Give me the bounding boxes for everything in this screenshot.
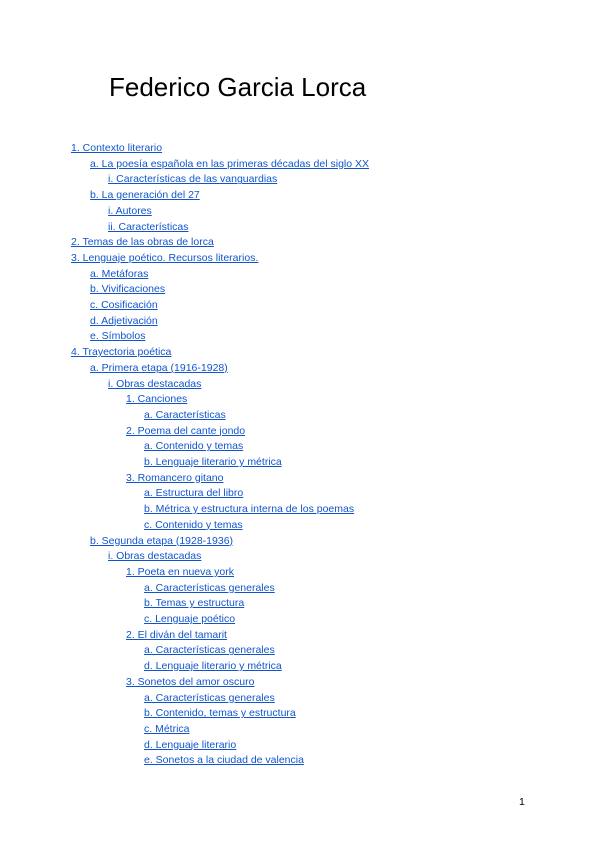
toc-entry-level-4[interactable]: c. Lenguaje poético (144, 613, 236, 625)
toc-entry-level-3[interactable]: 3. Romancero gitano (126, 471, 224, 484)
toc-entry-level-1[interactable]: b. La generación del 27 (90, 189, 200, 202)
document-title: Federico Garcia Lorca (109, 72, 367, 102)
page-number: 1 (519, 796, 525, 808)
toc-entry-level-4[interactable]: a. Contenido y temas (144, 440, 244, 453)
toc-entry-level-4[interactable]: a. Características generales (144, 644, 275, 657)
toc-entry-level-4[interactable]: a. Estructura del libro (144, 487, 244, 500)
toc-entry-level-0[interactable]: 4. Trayectoria poética (71, 346, 172, 359)
toc-entry-level-1[interactable]: a. Metáforas (90, 267, 149, 280)
toc-entry-level-2[interactable]: i. Características de las vanguardias (108, 173, 278, 186)
toc-entry-level-1[interactable]: b. Segunda etapa (1928-1936) (90, 534, 234, 547)
toc-entry-level-4[interactable]: a. Características (144, 408, 226, 421)
toc-entry-level-3[interactable]: 2. El diván del tamarit (126, 628, 227, 641)
toc-entry-level-1[interactable]: a. La poesía española en las primeras décadas del siglo XX (90, 157, 370, 170)
toc-entry-level-1[interactable]: c. Cosificación (90, 299, 158, 311)
toc-entry-level-4[interactable]: b. Temas y estructura (144, 597, 245, 610)
toc-entry-level-4[interactable]: b. Lenguaje literario y métrica (144, 456, 282, 468)
toc-entry-level-3[interactable]: 2. Poema del cante jondo (126, 424, 246, 437)
toc-entry-level-2[interactable]: i. Obras destacadas (108, 377, 202, 390)
toc-entry-level-0[interactable]: 1. Contexto literario (71, 142, 163, 154)
toc-entry-level-4[interactable]: b. Métrica y estructura interna de los poemas (144, 503, 355, 516)
toc-entry-level-4[interactable]: a. Características generales (144, 581, 275, 594)
toc-entry-level-4[interactable]: e. Sonetos a la ciudad de valencia (144, 754, 304, 767)
toc-entry-level-1[interactable]: a. Primera etapa (1916-1928) (90, 361, 228, 374)
toc-entry-level-1[interactable]: d. Adjetivación (90, 314, 158, 327)
table-of-contents (0, 140, 600, 780)
toc-entry-level-4[interactable]: d. Lenguaje literario (144, 738, 237, 751)
toc-entry-level-4[interactable]: c. Métrica (144, 722, 190, 735)
toc-entry-level-2[interactable]: i. Autores (108, 204, 152, 217)
toc-entry-level-3[interactable]: 3. Sonetos del amor oscuro (126, 675, 255, 688)
toc-entry-level-4[interactable]: c. Contenido y temas (144, 518, 243, 531)
toc-entry-level-4[interactable]: b. Contenido, temas y estructura (144, 707, 296, 720)
toc-entry-level-1[interactable]: e. Símbolos (90, 330, 146, 343)
toc-entry-level-3[interactable]: 1. Canciones (126, 393, 188, 406)
toc-entry-level-0[interactable]: 3. Lenguaje poético. Recursos literarios. (71, 251, 259, 264)
toc-entry-level-1[interactable]: b. Vivificaciones (90, 283, 166, 296)
toc-entry-level-3[interactable]: 1. Poeta en nueva york (126, 565, 234, 578)
toc-entry-level-4[interactable]: a. Características generales (144, 691, 275, 704)
toc-entry-level-0[interactable]: 2. Temas de las obras de lorca (71, 236, 214, 249)
toc-entry-level-2[interactable]: i. Obras destacadas (108, 550, 202, 563)
toc-entry-level-4[interactable]: d. Lenguaje literario y métrica (144, 660, 282, 673)
toc-entry-level-2[interactable]: ii. Características (108, 220, 189, 233)
